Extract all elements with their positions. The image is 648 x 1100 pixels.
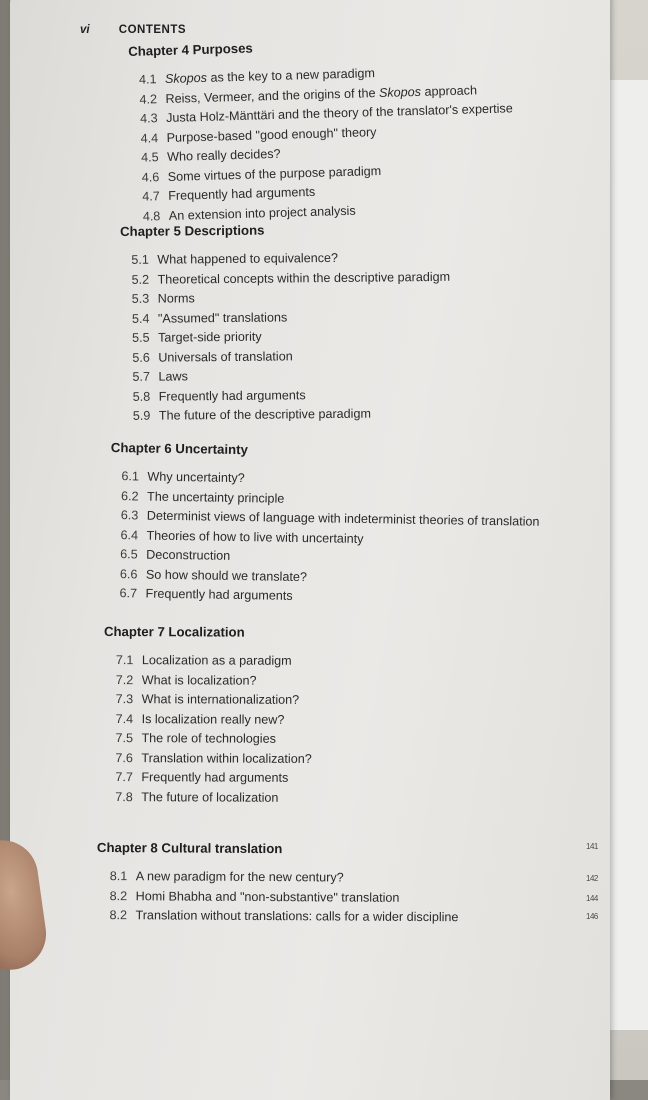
chapter-title: Chapter 4 Purposes: [128, 33, 511, 59]
chapter-section: [103, 624, 312, 808]
toc-entry-number: 5.5: [132, 329, 158, 349]
toc-entry-text: Frequently had arguments: [159, 388, 306, 403]
page-number: vi: [80, 24, 90, 36]
chapter-section: [96, 840, 458, 928]
edge-page-number: 142: [586, 874, 598, 883]
page-header: [80, 24, 186, 36]
chapter-title: Chapter 5 Descriptions: [120, 221, 450, 239]
toc-entry-text: What is localization?: [142, 673, 257, 688]
toc-entry: [104, 709, 312, 729]
toc-entry-number: 6.1: [121, 467, 147, 487]
toc-entry-number: 5.8: [133, 387, 159, 407]
toc-entry-text: The role of technologies: [141, 731, 275, 746]
toc-entry-text: Universals of translation: [158, 349, 293, 364]
toc-entry-number: 4.2: [139, 89, 166, 109]
toc-entry-number: 8.2: [110, 887, 136, 907]
toc-entry-text: "Assumed" translations: [158, 310, 287, 325]
toc-entry-text: The future of localization: [141, 790, 278, 805]
toc-entry-number: 5.6: [132, 348, 158, 368]
toc-entry: [103, 768, 311, 788]
toc-entry: [103, 787, 311, 807]
toc-entry-number: 5.3: [132, 290, 158, 310]
chapter-section: [128, 33, 516, 227]
toc-entry-text: Purpose-based "good enough" theory: [166, 125, 376, 145]
toc-entry: [103, 729, 311, 749]
toc-entry-text: Homi Bhabha and "non-substantive" translation: [136, 889, 400, 905]
toc-entry-number: 4.3: [140, 109, 167, 129]
toc-entry: [103, 748, 311, 768]
toc-entry-number: 7.4: [116, 710, 142, 730]
toc-entry-text: The future of the descriptive paradigm: [159, 407, 371, 423]
toc-entry: [97, 867, 459, 889]
toc-entry-text: An extension into project analysis: [169, 203, 356, 222]
toc-entry-text: So how should we translate?: [146, 567, 307, 584]
toc-entry-text: Reiss, Vermeer, and the origins of the: [165, 86, 379, 106]
toc-entry-number: 8.2: [109, 906, 135, 926]
toc-entry-number: 7.8: [115, 788, 141, 808]
toc-entry-number: 4.7: [142, 187, 169, 207]
toc-entry-number: 4.5: [141, 148, 168, 168]
toc-entry: [122, 404, 452, 427]
toc-entry-text: Who really decides?: [167, 147, 281, 164]
toc-entry-number: 5.9: [133, 407, 159, 427]
toc-entry-number: 4.4: [140, 128, 167, 148]
toc-entry-text-end: as the key to a new paradigm: [207, 66, 375, 85]
toc-entry-italic: Skopos: [165, 71, 207, 86]
toc-entry-number: 7.5: [115, 729, 141, 749]
chapter-title: Chapter 7 Localization: [104, 624, 312, 640]
contents-page: [10, 0, 610, 1080]
toc-entry: [104, 670, 312, 690]
toc-entry-text-end: approach: [421, 83, 477, 99]
toc-entry-text: Frequently had arguments: [141, 770, 288, 785]
toc-entry-number: 4.6: [141, 167, 168, 187]
toc-entry-number: 7.2: [116, 671, 142, 691]
toc-entry-number: 5.2: [131, 270, 157, 290]
toc-entry-number: 8.1: [110, 867, 136, 887]
toc-entry-text: Localization as a paradigm: [142, 653, 292, 668]
edge-page-number: 146: [586, 912, 598, 921]
toc-entry-number: 7.6: [115, 749, 141, 769]
toc-entry-number: 5.1: [131, 251, 157, 271]
toc-entry-text: Laws: [158, 369, 188, 383]
toc-entry-text: What is internationalization?: [142, 692, 300, 707]
toc-entry-number: 5.4: [132, 309, 158, 329]
toc-entry-number: 7.7: [115, 768, 141, 788]
toc-entry-text: The uncertainty principle: [147, 489, 284, 505]
toc-entry-text: Deconstruction: [146, 548, 230, 563]
toc-entry-text: A new paradigm for the new century?: [136, 869, 344, 884]
toc-entry: [120, 267, 450, 290]
toc-entry: [104, 651, 312, 671]
toc-entry-number: 4.1: [139, 70, 166, 90]
toc-entry-text: Some virtues of the purpose paradigm: [168, 163, 382, 183]
toc-entry-number: 7.1: [116, 651, 142, 671]
chapter-section: [120, 221, 452, 427]
toc-entry-number: 6.5: [120, 545, 146, 565]
toc-entry: [104, 690, 312, 710]
toc-entry-number: 6.6: [120, 565, 146, 585]
toc-entry-number: 7.3: [116, 690, 142, 710]
edge-page-numbers: [584, 90, 604, 940]
toc-entry-text: What happened to equivalence?: [157, 251, 338, 267]
toc-entry-text: Theoretical concepts within the descriptive paradigm: [157, 269, 450, 286]
toc-entry-text: Theories of how to live with uncertainty: [146, 528, 363, 545]
toc-entry-number: 6.4: [120, 526, 146, 546]
toc-entry: [96, 906, 458, 928]
toc-entry-number: 6.3: [121, 506, 147, 526]
toc-entry-number: 5.7: [132, 368, 158, 388]
toc-entry-text: Why uncertainty?: [147, 470, 245, 486]
toc-entry-italic: Skopos: [379, 84, 421, 99]
book-page: [10, 0, 610, 1100]
toc-entry-number: 4.8: [143, 206, 170, 226]
toc-entry-text: Justa Holz-Mänttäri and the theory of the translator's expertise: [166, 101, 513, 125]
toc-entry-text: Frequently had arguments: [168, 185, 315, 203]
page-title: CONTENTS: [119, 24, 186, 36]
chapter-section: [108, 440, 540, 610]
toc-entry-text: Frequently had arguments: [145, 587, 292, 603]
toc-entry-number: 6.2: [121, 487, 147, 507]
chapter-title: Chapter 6 Uncertainty: [111, 440, 541, 462]
edge-page-number: 144: [586, 894, 598, 903]
toc-entry-text: Translation within localization?: [141, 751, 311, 766]
toc-entry: [97, 886, 459, 908]
toc-entry-number: 6.7: [119, 584, 145, 604]
toc-entry-text: Is localization really new?: [142, 712, 285, 727]
toc-entry-text: Determinist views of language with indeterminist theories of translation: [147, 509, 540, 529]
toc-entry-text: Norms: [158, 291, 195, 305]
chapter-title: Chapter 8 Cultural translation: [97, 840, 459, 857]
toc-entry-text: Target-side priority: [158, 330, 262, 345]
toc-entry-text: Translation without translations: calls for a wider discipline: [135, 908, 458, 924]
edge-page-number: 141: [586, 842, 598, 851]
